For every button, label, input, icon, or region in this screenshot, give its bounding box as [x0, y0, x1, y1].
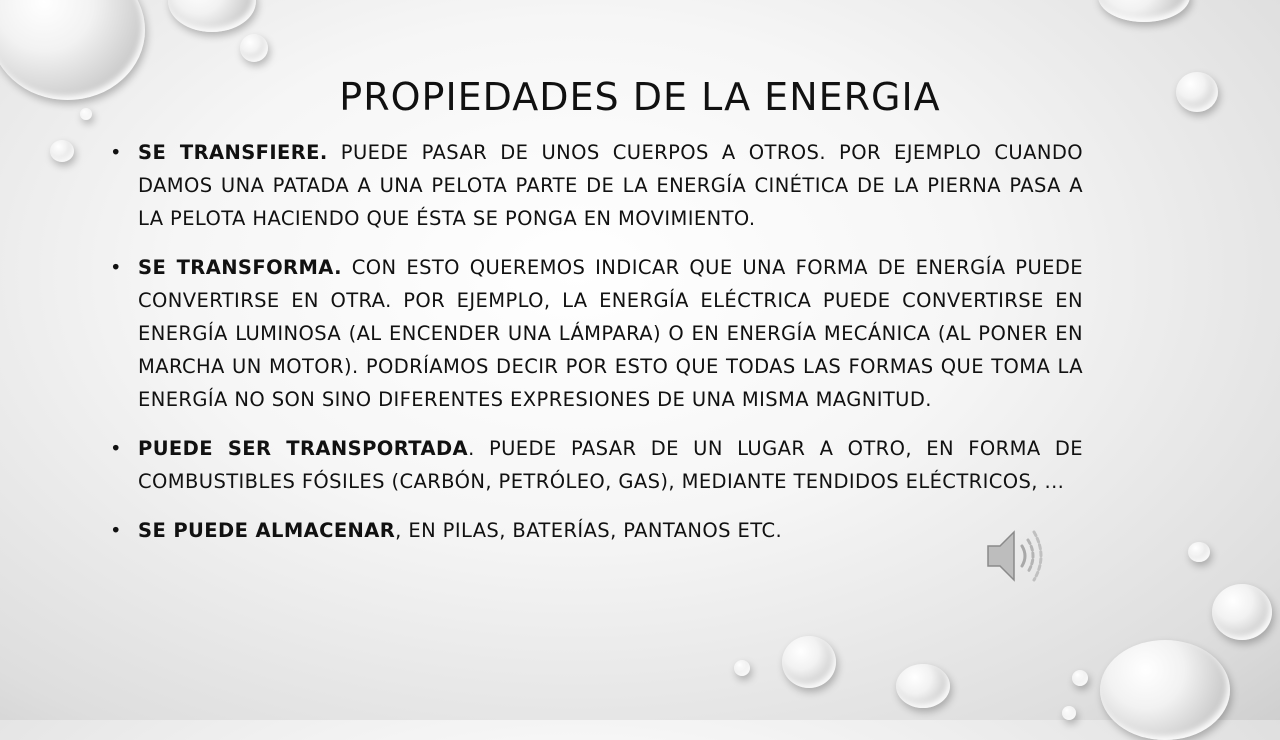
water-drop-decoration: [240, 34, 268, 62]
bullet-heading: SE PUEDE ALMACENAR: [138, 519, 396, 542]
bullet-item: [108, 514, 1083, 547]
slide-title: PROPIEDADES DE LA ENERGIA: [339, 75, 941, 120]
speaker-icon[interactable]: [984, 526, 1048, 586]
water-drop-decoration: [1062, 706, 1076, 720]
water-drop-decoration: [734, 660, 750, 676]
water-drop-decoration: [1100, 640, 1230, 740]
bullet-item: [108, 432, 1083, 498]
bullet-text: . PUEDE PASAR DE UN LUGAR A OTRO, EN FORMA DE COMBUSTIBLES FÓSILES (CARBÓN, PETRÓLEO, GAS), MEDIANTE TENDIDOS ELÉCTRICOS, ...: [138, 437, 1083, 493]
bullet-heading: SE TRANSFORMA.: [138, 256, 342, 279]
water-drop-decoration: [1072, 670, 1088, 686]
bullet-item: [108, 251, 1083, 416]
bullet-text: CON ESTO QUEREMOS INDICAR QUE UNA FORMA DE ENERGÍA PUEDE CONVERTIRSE EN OTRA. POR EJEMPLO, LA ENERGÍA ELÉCTRICA PUEDE CONVERTIRSE EN ENERGÍA LUMINOSA (AL ENCENDER UNA LÁMPARA) O EN ENERGÍA MECÁNICA (AL PONER EN MARCHA UN MOTOR). PODRÍAMOS DECIR POR ESTO QUE TODAS LAS FORMAS QUE TOMA LA ENERGÍA NO SON SINO DIFERENTES EXPRESIONES DE UNA MISMA MAGNITUD.: [138, 256, 1083, 411]
bullet-heading: SE TRANSFIERE.: [138, 141, 328, 164]
water-drop-decoration: [168, 0, 256, 32]
water-drop-decoration: [782, 636, 836, 688]
water-drop-decoration: [1188, 542, 1210, 562]
bullet-text: , EN PILAS, BATERÍAS, PANTANOS ETC.: [395, 519, 783, 542]
bullet-heading: PUEDE SER TRANSPORTADA: [138, 437, 469, 460]
bullet-list: [108, 136, 1083, 563]
bullet-item: [108, 136, 1083, 235]
water-drop-decoration: [1098, 0, 1190, 22]
water-drop-decoration: [50, 140, 74, 162]
bullet-text: PUEDE PASAR DE UNOS CUERPOS A OTROS. POR EJEMPLO CUANDO DAMOS UNA PATADA A UNA PELOTA PARTE DE LA ENERGÍA CINÉTICA DE LA PIERNA PASA A LA PELOTA HACIENDO QUE ÉSTA SE PONGA EN MOVIMIENTO.: [138, 141, 1083, 230]
water-drop-decoration: [1212, 584, 1272, 640]
water-drop-decoration: [896, 664, 950, 708]
